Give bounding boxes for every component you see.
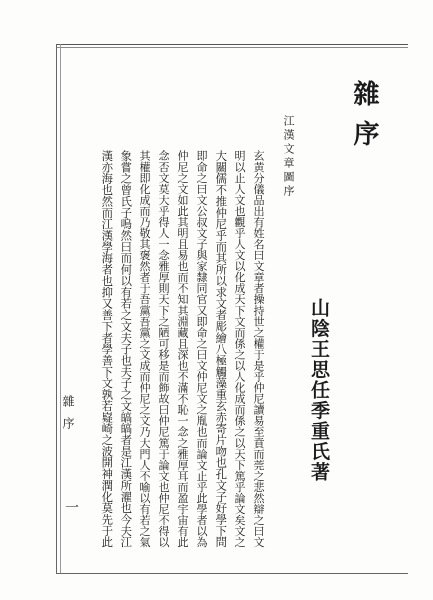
body-line: 漢亦海也然而江漢學海者也抑又善下者學善下文孰若嶷崎之波開神潤化莫先于此 — [100, 150, 115, 548]
page-title: 雜序 — [349, 80, 379, 160]
gutter-title: 雜序 — [61, 395, 75, 439]
frame-top-rule — [56, 44, 408, 45]
body-line: 仲尼之文如此其明且易也而不知其淵藏且深也不滿不恥一念之雅厚耳而盈宇宙有此 — [176, 150, 190, 548]
body-line: 玄黄分儀品出有姓名曰文章者操持世之權于是乎仲尼讀易至賁而莞之悲然辯之曰文 — [252, 150, 266, 548]
body-line: 念否文莫大乎得人一念雅厚則天下之陋可移是而飾故曰仲尼篤于論文也仲尼不得以 — [157, 150, 171, 548]
body-line: 象嘗之曾氏子嗚然曰而何以有若之文夫子也夫子之文皜皜者是江漢所濯也今夫江 — [119, 150, 134, 548]
frame-top-rule-inner — [56, 47, 408, 48]
frame-left-rule — [56, 44, 57, 574]
author-line: 山陰王思任季重氏著 — [308, 298, 330, 483]
body-line: 其權即化成而乃敬其褒然者于吾黨吾黨之文成而仲尼之文乃大門人不喻以有若之氣 — [138, 150, 152, 548]
page-number: 一 — [63, 500, 79, 514]
frame-bottom-rule — [56, 573, 408, 574]
frame-left-rule-inner — [60, 44, 61, 574]
body-line: 即命之曰文公叔文子與家隸同官又即命之曰文仲尼文之胤也而論文止乎此學者以為 — [195, 150, 209, 548]
body-line: 大關儒不推仲尼乎而其所以求文者彫繪八極觸藻重玄赤寄片吻也孔文子好學下問 — [214, 150, 229, 548]
body-line: 明以止人文也觀乎人文以化成天下文而係之以人化成而係之以天下篤乎論文矣文之 — [233, 150, 247, 548]
essay-subtitle: 江漢文章圖序 — [282, 115, 295, 199]
